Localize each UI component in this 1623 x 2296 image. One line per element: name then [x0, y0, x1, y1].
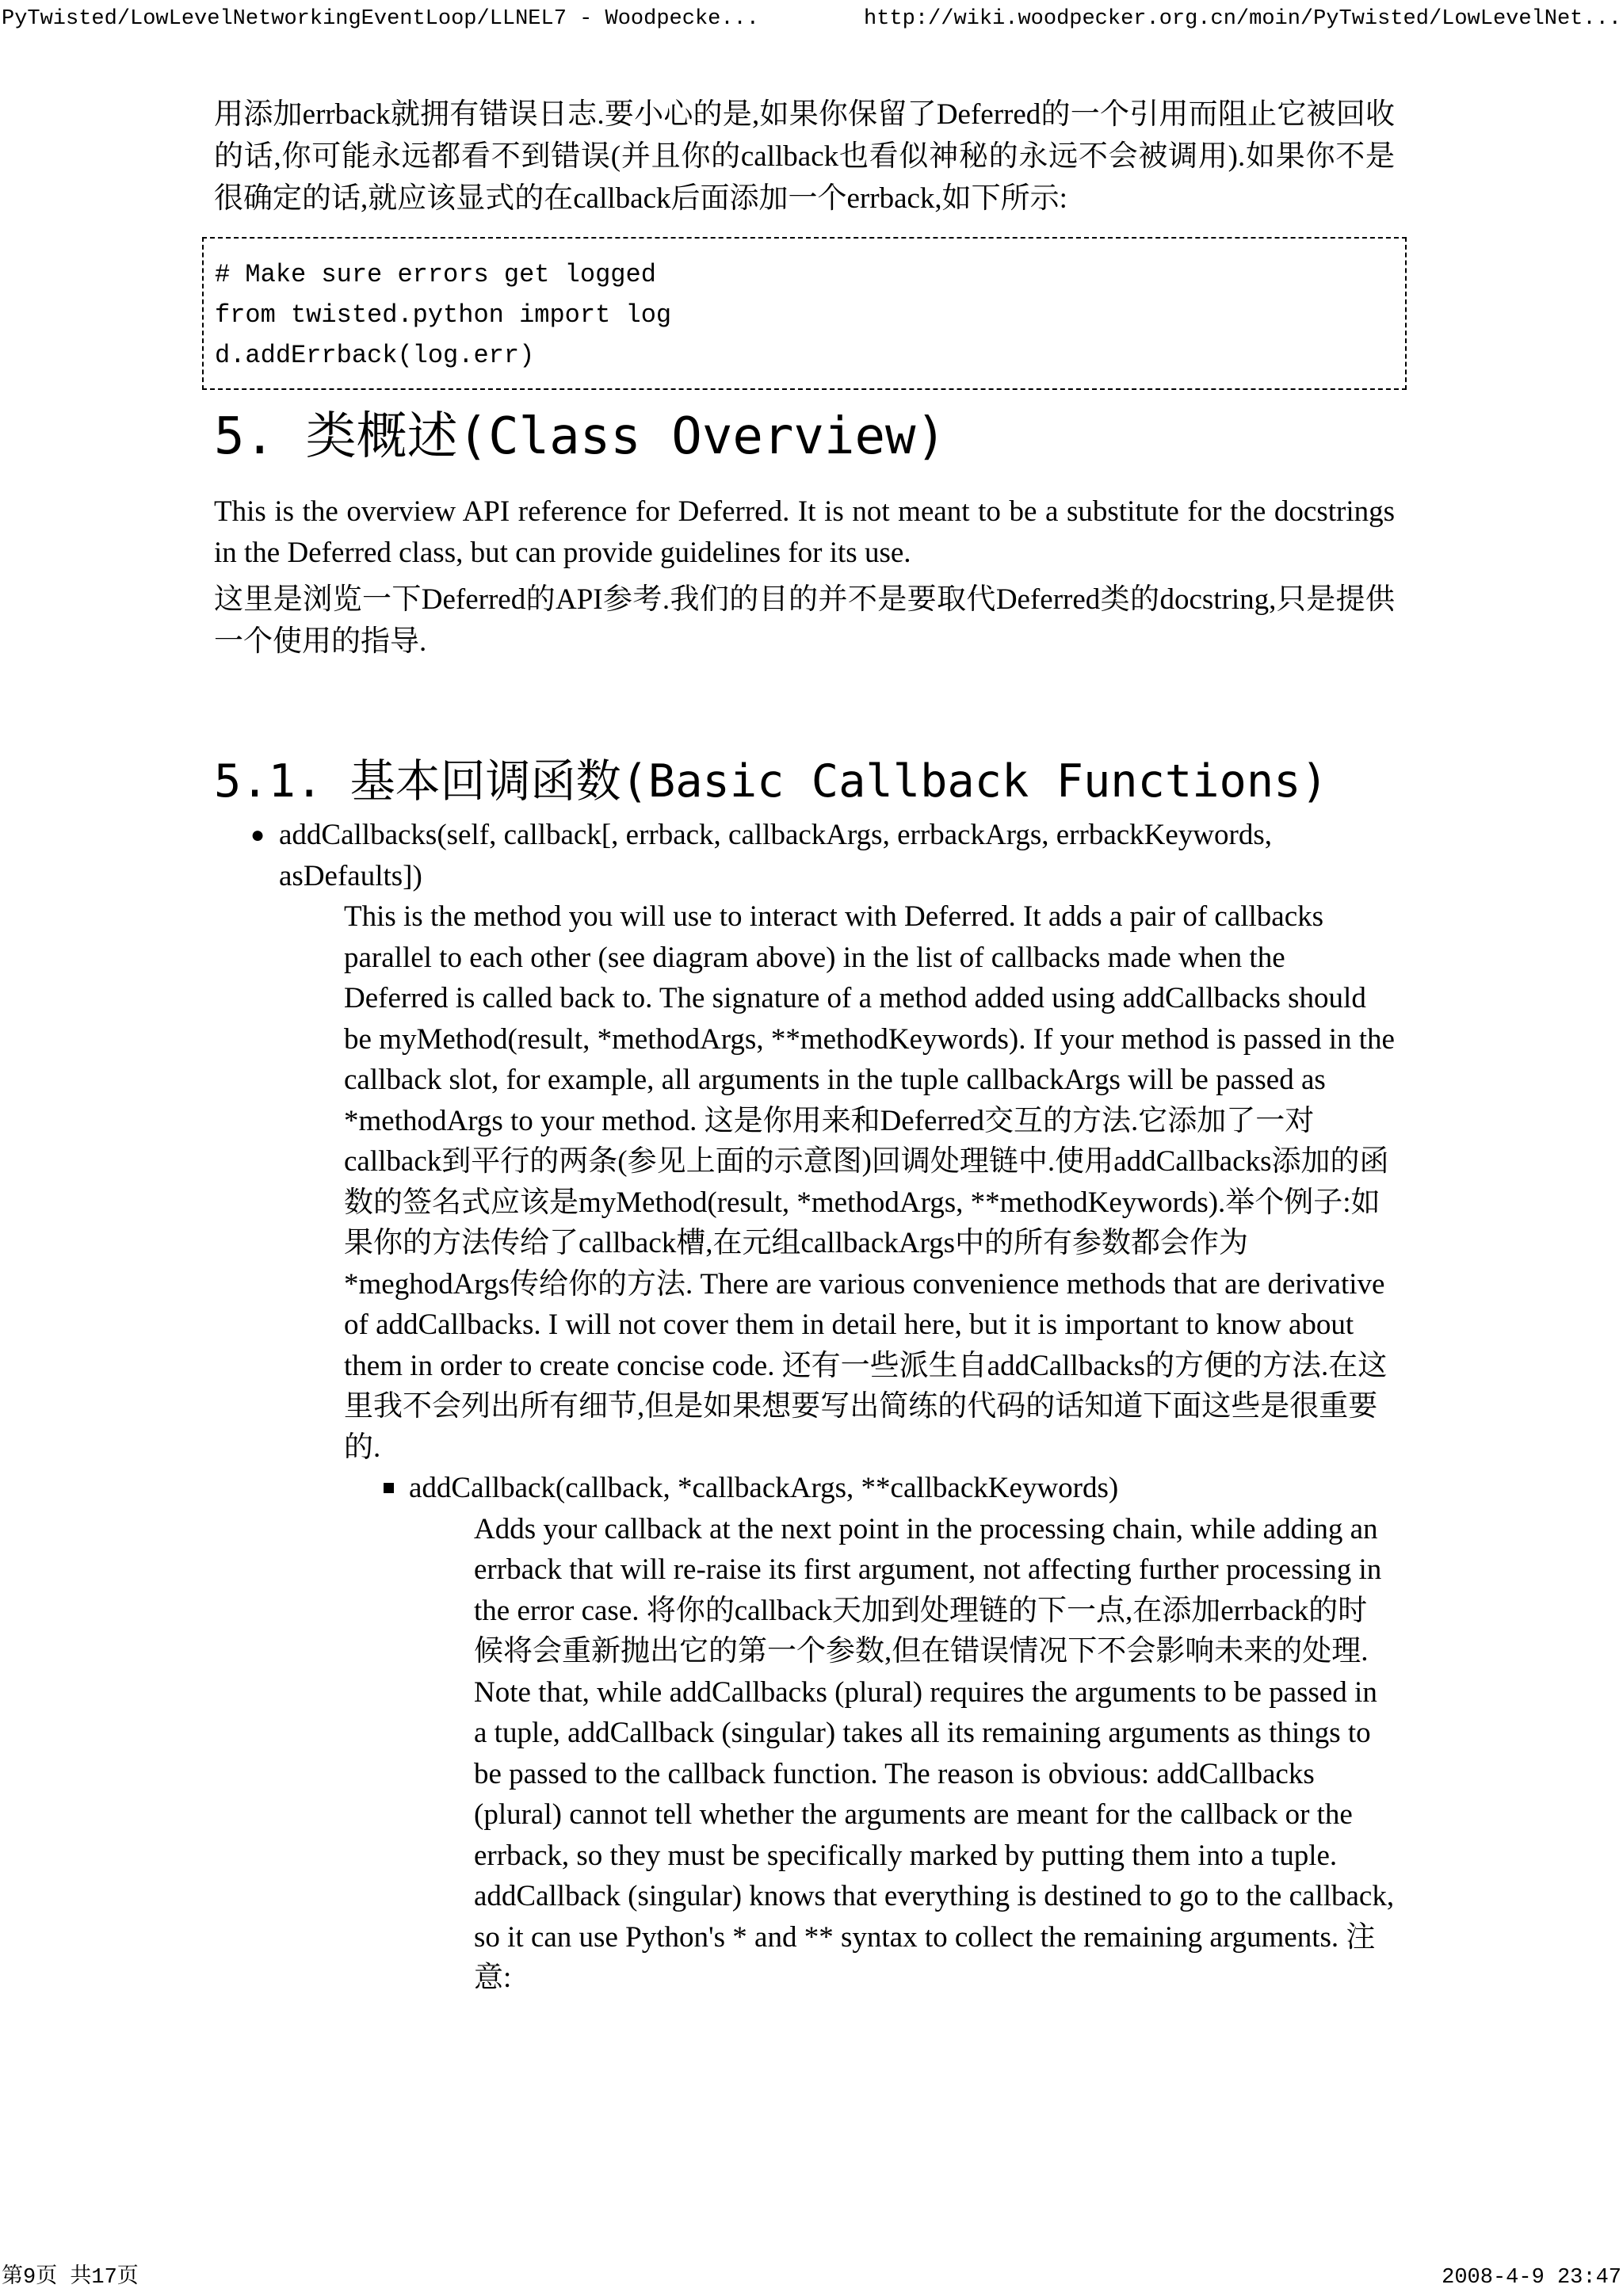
intro-paragraph: 用添加errback就拥有错误日志.要小心的是,如果你保留了Deferred的一个引用而阻止它被回收的话,你可能永远都看不到错误(并且你的callback也看似神秘的永远不会被调用).如果你不是很确定的话,就应该显式的在callback后面添加一个errback,如下所示: [214, 98, 1395, 215]
addcallback-description: Adds your callback at the next point in the processing chain, while adding an errback that will re-raise its first argument, not affecting further processing in the error case. 将你的callback天加到处理链的下一点,在添加errback的时候将会重新抛出它的第一个参数,但在错误情况下不会影响未来的处理. Note that, while addCallbacks (plural) requires the arguments to be passed in a tuple, addCallback (singular) takes all its remaining arguments as things to be passed to the callback function. The reason is obvious: addCallbacks (plural) cannot tell whether the arguments are meant for the callback or the errback, so they must be specifically marked by putting them into a tuple. addCallback (singular) knows that everything is destined to go to the callback, so it can use Python's * and ** syntax to collect the remaining arguments. 注意: [474, 1512, 1395, 1994]
addcallbacks-description-text: This is the method you will use to interact with Deferred. It adds a pair of callbacks parallel to each other (see diagram above) in the list of callbacks made when the Deferred is called back to. The signature of a method added using addCallbacks should be myMethod(result, *methodArgs, **methodKeywords). If your method is passed in the callback slot, for example, all arguments in the tuple callbackArgs will be passed as *methodArgs to your method. 这是你用来和Deferred交互的方法.它添加了一对callback到平行的两条(参见上面的示意图)回调处理链中.使用addCallbacks添加的函数的签名式应该是myMethod(result, *methodArgs, **methodKeywords).举个例子:如果你的方法传给了callback槽,在元组callbackArgs中的所有参数都会作为*meghodArgs传给你的方法. There are various convenience methods that are derivative of addCallbacks. I will not cover them in detail here, but it is important to know about them in order to create concise code. 还有一些派生自addCallbacks的方便的方法.在这里我不会列出所有细节,但是如果想要写出简练的代码的话知道下面这些是很重要的. [344, 900, 1395, 1464]
footer-datetime: 2008-4-9 23:47 [1442, 2266, 1621, 2290]
code-line: d.addErrback(log.err) [215, 341, 535, 370]
code-line: from twisted.python import log [215, 300, 672, 330]
section-5-heading: 5. 类概述(Class Overview) [214, 407, 947, 466]
bullet-square [384, 1483, 394, 1493]
section-5-text-zh: 这里是浏览一下Deferred的API参考.我们的目的并不是要取代Deferred类的docstring,只是提供一个使用的指导. [214, 583, 1395, 658]
print-footer [2, 2260, 1621, 2296]
header-url: http://wiki.woodpecker.org.cn/moin/PyTwisted/LowLevelNet... [864, 7, 1621, 31]
section-5-text-en: This is the overview API reference for Deferred. It is not meant to be a substitute for the docstrings in the Deferred class, but can provide guidelines for its use. [214, 495, 1395, 569]
code-block [202, 237, 1407, 390]
addcallbacks-signature: addCallbacks(self, callback[, errback, callbackArgs, errbackArgs, errbackKeywords, asDefaults]) [279, 819, 1272, 892]
code-line: # Make sure errors get logged [215, 260, 656, 289]
footer-page: 第9页 共17页 [2, 2266, 139, 2290]
list-item-addcallbacks [214, 815, 1395, 896]
page-content [214, 94, 1395, 1999]
addcallback-signature: addCallback(callback, *callbackArgs, **callbackKeywords) [409, 1472, 1119, 1504]
print-header [2, 3, 1621, 35]
bullet-dot: ● [250, 822, 265, 848]
addcallbacks-description [214, 896, 1395, 1468]
header-title: PyTwisted/LowLevelNetworkingEventLoop/LLNEL7 - Woodpecke... [2, 7, 759, 31]
list-item-addcallback [214, 1468, 1395, 1509]
section-5-1-heading: 5.1. 基本回调函数(Basic Callback Functions) [214, 755, 1328, 808]
